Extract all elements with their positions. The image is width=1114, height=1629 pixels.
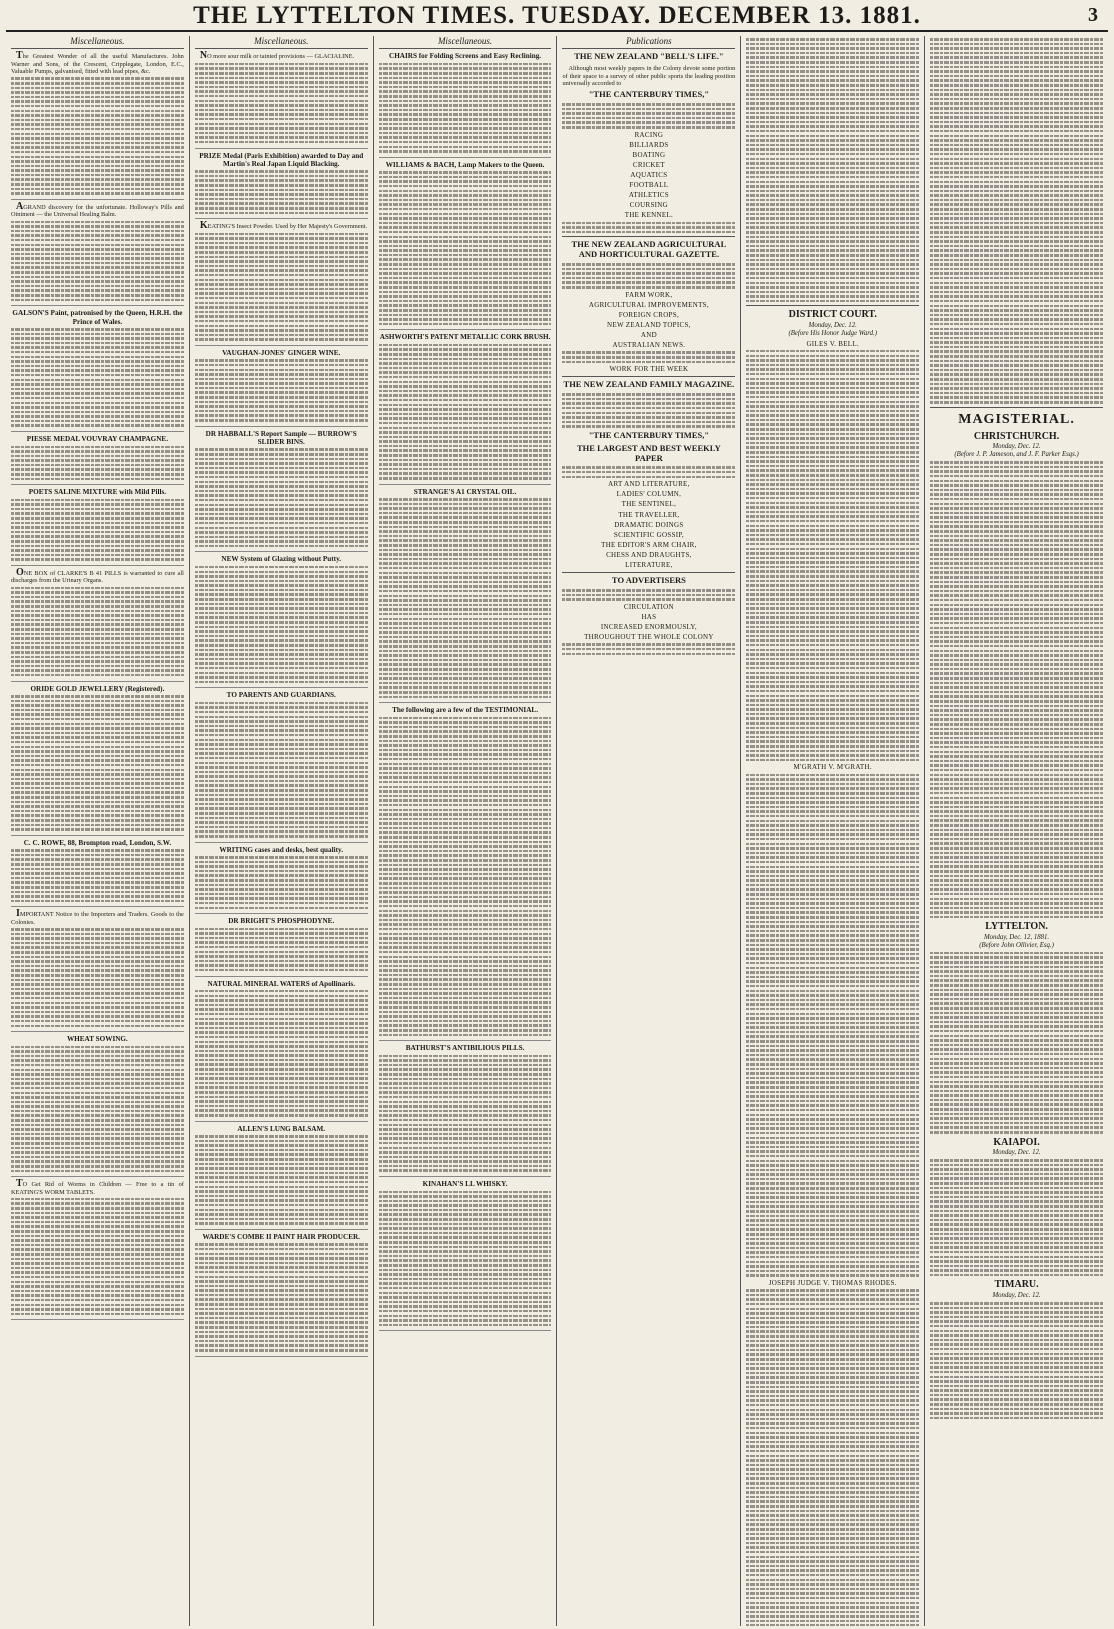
column-6 [925, 36, 1108, 1626]
section-title: MAGISTERIAL. [958, 411, 1075, 427]
place-date: Monday, Dec. 12. [992, 443, 1041, 451]
column-heading: Miscellaneous. [195, 36, 368, 49]
advert-text [11, 200, 184, 219]
place-before: (Before John Ollivier, Esq.) [979, 941, 1054, 949]
newspaper-title: THE LYTTELTON TIMES. TUESDAY. DECEMBER 13. 1881. [193, 2, 921, 29]
sport-item: ATHLETICS [628, 191, 669, 200]
place-title: LYTTELTON. [985, 921, 1048, 933]
column-heading: Miscellaneous. [379, 36, 552, 49]
features-list [562, 480, 735, 569]
sport-item: AQUATICS [630, 171, 668, 180]
advert-heading: TO PARENTS AND GUARDIANS. [226, 691, 336, 700]
text-block [930, 952, 1103, 1134]
advert-heading: ASHWORTH'S PATENT METALLIC CORK BRUSH. [379, 333, 551, 342]
feature-item: THE SENTINEL, [621, 500, 677, 509]
advert-heading: NEW System of Glazing without Putty. [221, 555, 342, 564]
advert-item [195, 1125, 368, 1230]
feature-item: LITERATURE, [625, 561, 673, 570]
advert-item [195, 349, 368, 427]
advertisers-title: TO ADVERTISERS [611, 575, 686, 586]
advert-item [195, 52, 368, 148]
drop-cap: K [199, 220, 208, 232]
advert-heading: KINAHAN'S LL WHISKY. [422, 1180, 508, 1189]
publication-body: Although most weekly papers in the Colony devote some portion of their space to a survey of other public sports the leading position universally accorded to [562, 65, 736, 87]
advert-item [379, 333, 552, 484]
advert-item [195, 917, 368, 976]
circulation-item: THROUGHOUT THE WHOLE COLONY [584, 633, 714, 642]
text-block [746, 774, 919, 1277]
place-date: Monday, Dec. 12, 1881. [983, 934, 1050, 942]
place-title: KAIAPOI. [993, 1136, 1040, 1148]
place-date: Monday, Dec. 12. [992, 1292, 1041, 1300]
advert-item [195, 222, 368, 346]
text-block [746, 1289, 919, 1626]
advert-heading: The following are a few of the TESTIMONIAL. [392, 706, 539, 715]
advert-item [11, 200, 184, 306]
feature-item: ART AND LITERATURE, [608, 480, 690, 489]
court-judge: (Before His Honor Judge Ward.) [788, 329, 877, 337]
advert-heading: STRANGE'S A1 CRYSTAL OIL. [413, 487, 517, 496]
advert-item [11, 569, 184, 682]
circulation-list [562, 603, 735, 641]
court-date: Monday, Dec. 12. [808, 322, 857, 330]
circulation-item: HAS [641, 612, 657, 621]
advert-list [195, 52, 368, 1356]
advert-list [11, 52, 184, 1320]
advert-heading: WARDE'S COMBE II PAINT HAIR PRODUCER. [202, 1232, 360, 1241]
case-title: GILES V. BELL. [806, 339, 859, 348]
topic-item: NEW ZEALAND TOPICS, [607, 320, 691, 329]
advert-item [11, 488, 184, 566]
advert-heading: POETS SALINE MIXTURE with Mild Pills. [28, 488, 167, 497]
column-heading: Publications [562, 36, 735, 49]
text-block [930, 1302, 1103, 1419]
text-block [746, 350, 919, 761]
column-1 [6, 36, 190, 1626]
drop-cap: O [16, 567, 24, 579]
publication-title: THE NEW ZEALAND AGRICULTURAL AND HORTICULTURAL GAZETTE. [571, 239, 727, 260]
advert-heading: DR BRIGHT'S PHOSPHODYNE. [228, 917, 335, 926]
advert-heading: CHAIRS for Folding Screens and Easy Reclining. [389, 52, 542, 61]
drop-cap: I [16, 908, 20, 920]
sport-item: FOOTBALL [629, 181, 669, 190]
page-number: 3 [1088, 4, 1098, 26]
drop-cap: T [16, 1178, 23, 1190]
advert-text [195, 222, 368, 230]
publication-title: "THE CANTERBURY TIMES," [588, 429, 710, 440]
feature-item: CHESS AND DRAUGHTS, [606, 550, 692, 559]
advert-heading: WRITING cases and desks, best quality. [219, 845, 344, 854]
advert-item [379, 488, 552, 704]
column-2 [190, 36, 374, 1626]
advert-body: he Greatest Wonder of all the useful Manufactures. John Warner and Sons, of the Crescent, Cripplegate, London, E.C., Valuable Pumps, galvanised, fitted with lead pipes, &c. [11, 53, 184, 76]
sport-item: CRICKET [632, 160, 665, 169]
publication-title: THE NEW ZEALAND "BELL'S LIFE." [574, 51, 724, 62]
advert-item [379, 1044, 552, 1177]
case-title: M'GRATH V. M'GRATH. [793, 763, 872, 772]
advert-item [195, 980, 368, 1122]
topic-item: FOREIGN CROPS, [618, 310, 679, 319]
advert-heading: WILLIAMS & BACH, Lamp Makers to the Queen. [385, 160, 545, 169]
court-title: DISTRICT COURT. [788, 309, 877, 321]
advert-body: MPORTANT Notice to the Importers and Traders. Goods to the Colonies. [11, 911, 184, 926]
advert-item [11, 309, 184, 432]
drop-cap: N [199, 50, 208, 62]
place-before: (Before J. P. Jameson, and J. F. Parker Esqs.) [954, 451, 1079, 459]
advert-item [379, 52, 552, 157]
advert-heading: WHEAT SOWING. [66, 1035, 128, 1044]
case-title: JOSEPH JUDGE V. THOMAS RHODES. [768, 1278, 897, 1287]
feature-item: THE EDITOR'S ARM CHAIR, [601, 540, 697, 549]
advert-item [195, 152, 368, 220]
publication-title: THE NEW ZEALAND FAMILY MAGAZINE. [563, 379, 735, 390]
text-block [930, 461, 1103, 918]
sport-item: RACING [634, 130, 664, 139]
advert-item [11, 910, 184, 1032]
advert-body: O Get Rid of Worms in Children — Free to a tin of KEATING'S WORM TABLETS. [11, 1181, 184, 1196]
advert-heading: PRIZE Medal (Paris Exhibition) awarded to Day and Martin's Real Japan Liquid Blacking. [199, 151, 364, 168]
advert-heading: GALSON'S Paint, patronised by the Queen, H.R.H. the Prince of Wales. [12, 309, 183, 326]
topic-item: AGRICULTURAL IMPROVEMENTS, [588, 300, 709, 309]
place-date: Monday, Dec. 12. [992, 1149, 1041, 1157]
advert-item [379, 161, 552, 331]
topic-item: AUSTRALIAN NEWS. [612, 341, 686, 350]
advert-heading: ALLEN'S LUNG BALSAM. [237, 1124, 326, 1133]
advert-body: NE BOX of CLARKE'S B 41 PILLS is warranted to cure all discharges from the Urinary Organs. [11, 570, 184, 585]
masthead [6, 0, 1108, 32]
place-title: TIMARU. [994, 1279, 1039, 1291]
topic-item: AND [640, 331, 657, 340]
circulation-item: CIRCULATION [623, 602, 674, 611]
topics-list [562, 291, 735, 350]
feature-item: SCIENTIFIC GOSSIP, [613, 530, 684, 539]
advert-body: GRAND discovery for the unfortunate. Holloway's Pills and Ointment — the Universal Healing Balm. [11, 203, 184, 219]
feature-item: THE TRAVELLER, [618, 510, 680, 519]
column-4 [557, 36, 741, 1626]
advert-heading: BATHURST'S ANTIBILIOUS PILLS. [405, 1044, 525, 1053]
topic-item: FARM WORK, [625, 290, 673, 299]
advert-body: O more sour milk or tainted provisions — GLACIALINE. [207, 53, 355, 61]
sport-item: COURSING [629, 201, 668, 210]
text-block [746, 38, 919, 302]
publication-subtitle: THE LARGEST AND BEST WEEKLY PAPER [577, 442, 721, 463]
advert-text [11, 1180, 184, 1196]
advert-item [379, 706, 552, 1041]
place-title: CHRISTCHURCH. [973, 430, 1060, 442]
advert-item [195, 555, 368, 688]
advert-text [11, 569, 184, 585]
advert-item [195, 691, 368, 842]
columns [6, 36, 1108, 1626]
advert-text [11, 910, 184, 926]
work-line: WORK FOR THE WEEK [609, 365, 689, 374]
advert-item [195, 430, 368, 553]
column-heading: Miscellaneous. [11, 36, 184, 49]
sports-list [562, 131, 735, 210]
circulation-item: INCREASED ENORMOUSLY, [600, 623, 697, 632]
advert-heading: DR HABBALL'S Report Sample — BURROW'S SLIDER BINS. [205, 429, 357, 446]
advert-item [11, 1180, 184, 1320]
advert-item [11, 435, 184, 485]
advert-item [195, 1233, 368, 1357]
kennel-line: THE KENNEL. [624, 211, 674, 220]
advert-heading: C. C. ROWE, 88, Brompton road, London, S.W. [23, 838, 172, 847]
advert-heading: VAUGHAN-JONES' GINGER WINE. [222, 348, 341, 357]
column-3 [374, 36, 558, 1626]
advert-heading: NATURAL MINERAL WATERS of Apollinaris. [207, 979, 356, 988]
advert-item [195, 846, 368, 915]
text-block [930, 1159, 1103, 1276]
advert-text [195, 52, 368, 60]
feature-item: DRAMATIC DOINGS [614, 520, 684, 529]
text-block [930, 38, 1103, 403]
drop-cap: A [16, 200, 24, 212]
advert-item [11, 839, 184, 908]
column-5 [741, 36, 925, 1626]
sport-item: BILLIARDS [629, 140, 669, 149]
publication-title: "THE CANTERBURY TIMES," [588, 89, 710, 100]
advert-item [11, 685, 184, 836]
advert-item [11, 1035, 184, 1177]
advert-heading: ORIDE GOLD JEWELLERY (Registered). [30, 684, 165, 693]
feature-item: LADIES' COLUMN, [616, 490, 682, 499]
advert-item [11, 52, 184, 199]
advert-item [379, 1180, 552, 1331]
advert-list [379, 52, 552, 1331]
drop-cap: T [16, 50, 23, 62]
sport-item: BOATING [632, 150, 666, 159]
advert-body: EATING'S Insect Powder. Used by Her Majesty's Government. [207, 223, 368, 231]
advert-heading: PIESSE MEDAL VOUVRAY CHAMPAGNE. [26, 435, 169, 444]
advert-text [11, 52, 184, 75]
